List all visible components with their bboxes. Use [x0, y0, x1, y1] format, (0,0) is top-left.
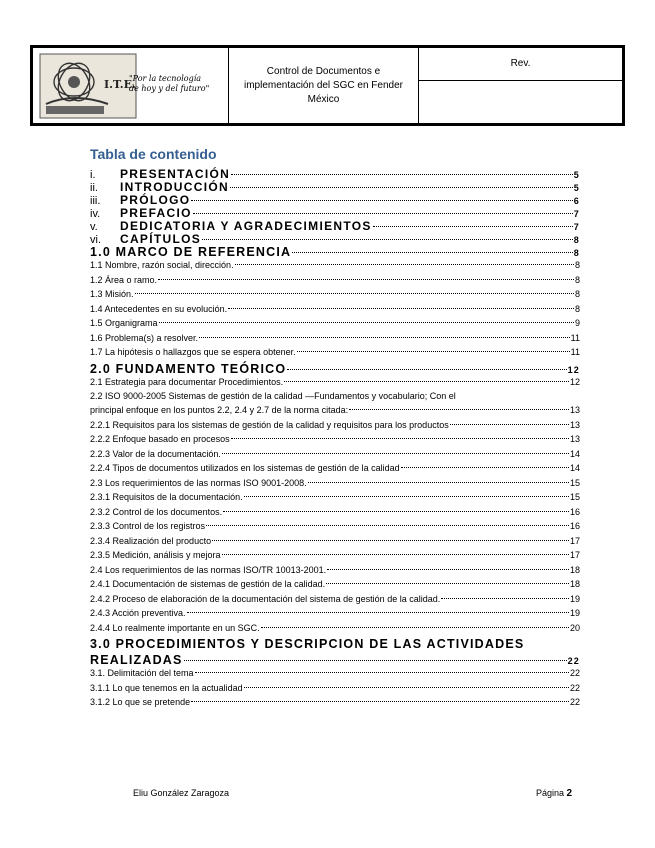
toc-roman-entry[interactable] — [90, 180, 580, 193]
logo-lettering: I.T.E. — [104, 78, 136, 91]
toc-entry-text: 2.2.1 Requisitos para los sistemas de gestión de la calidad y requisitos para los productos — [90, 419, 449, 430]
toc-entry[interactable] — [90, 521, 580, 536]
institution-motto — [129, 74, 209, 94]
revision-label: Rev. — [419, 48, 622, 81]
toc-entry-text: 2.4.4 Lo realmente importante en un SGC. — [90, 622, 260, 633]
dot-leader — [244, 687, 569, 688]
footer-author: Eliu González Zaragoza — [133, 788, 230, 798]
toc-page-number: 22 — [569, 682, 580, 693]
toc-page-number: 16 — [569, 521, 580, 531]
toc-entry-text: 1.5 Organigrama — [90, 318, 158, 328]
toc-roman-entry[interactable] — [90, 193, 580, 206]
toc-page-number: 17 — [569, 535, 580, 546]
toc-page-number: 5 — [573, 183, 580, 193]
toc-heading-section-3-line-2[interactable] — [90, 653, 580, 668]
section-1-entries — [90, 260, 580, 362]
toc-page-number: 22 — [569, 697, 580, 707]
toc-entry-number: i. — [90, 169, 96, 181]
toc-entry-text: DEDICATORIA Y AGRADECIMIENTOS — [120, 219, 372, 233]
toc-page-number: 22 — [567, 656, 580, 666]
toc-entry-text: principal enfoque en los puntos 2.2, 2.4 y 2.7 de la norma citada: — [90, 405, 349, 415]
revision-value — [419, 81, 622, 123]
toc-entry-text: 2.3.5 Medición, análisis y mejora — [90, 550, 221, 560]
toc-entry[interactable] — [90, 449, 580, 464]
toc-page-number: 13 — [569, 419, 580, 430]
footer-page-number: 2 — [566, 788, 573, 799]
toc-entry[interactable] — [90, 347, 580, 362]
dot-leader — [284, 381, 569, 382]
toc-entry[interactable] — [90, 594, 580, 609]
toc-entry-text: 2.4.2 Proceso de elaboración de la documentación del sistema de gestión de la calidad. — [90, 593, 441, 604]
toc-entry-text: 1.7 La hipótesis o hallazgos que se espera obtener. — [90, 347, 296, 357]
toc-page-number: 17 — [569, 550, 580, 560]
toc-entry-number: ii. — [90, 182, 98, 194]
dot-leader — [202, 239, 573, 240]
toc-page-number: 18 — [569, 579, 580, 589]
toc-entry-text: INTRODUCCIÓN — [120, 180, 229, 194]
toc-entry-text: CAPÍTULOS — [120, 232, 202, 246]
dot-leader — [235, 264, 574, 265]
dot-leader — [244, 496, 569, 497]
toc-entry[interactable] — [90, 507, 580, 522]
dot-leader — [327, 569, 569, 570]
toc-entry[interactable] — [90, 463, 580, 478]
toc-page-number: 8 — [573, 235, 580, 245]
toc-entry[interactable] — [90, 668, 580, 683]
toc-page-number: 18 — [569, 564, 580, 575]
toc-heading-section-1[interactable] — [90, 245, 580, 260]
toc-entry-text: 2.2.3 Valor de la documentación. — [90, 448, 221, 459]
toc-entry[interactable] — [90, 579, 580, 594]
toc-entry-wrapped-line-2[interactable] — [90, 405, 580, 420]
toc-page-number: 12 — [567, 364, 580, 375]
toc-heading-text: 1.0 MARCO DE REFERENCIA — [90, 245, 292, 259]
toc-entry-number: v. — [90, 221, 98, 233]
toc-entry-text: 1.6 Problema(s) a resolver. — [90, 332, 199, 343]
toc-entry-number: iii. — [90, 195, 101, 207]
dot-leader — [287, 369, 566, 370]
dot-leader — [230, 187, 573, 188]
toc-entry-text: 2.3.3 Control de los registros — [90, 521, 206, 531]
toc-entry[interactable] — [90, 565, 580, 580]
toc-entry-text: 3.1. Delimitación del tema — [90, 668, 194, 678]
toc-entry[interactable] — [90, 683, 580, 698]
toc-entry[interactable] — [90, 420, 580, 435]
toc-roman-entry[interactable] — [90, 232, 580, 245]
document-header — [30, 45, 625, 126]
toc-roman-entry[interactable] — [90, 219, 580, 232]
footer-page-label: Página — [536, 788, 565, 798]
toc-entry-text: 2.3.1 Requisitos de la documentación. — [90, 492, 243, 502]
toc-entry[interactable] — [90, 536, 580, 551]
dot-leader — [135, 293, 574, 294]
dot-leader — [184, 660, 567, 661]
dot-leader — [158, 279, 574, 280]
toc-entry-wrapped-line-1[interactable]: 2.2 ISO 9000-2005 Sistemas de gestión de la calidad —Fundamentos y vocabulario; Con el — [90, 391, 456, 401]
dot-leader — [159, 322, 574, 323]
toc-entry[interactable] — [90, 333, 580, 348]
dot-leader — [326, 583, 569, 584]
toc-entry[interactable] — [90, 608, 580, 623]
toc-entry-text: 2.2.2 Enfoque basado en procesos — [90, 434, 230, 444]
dot-leader — [199, 337, 570, 338]
dot-leader — [231, 174, 573, 175]
toc-entry-text: 2.4.3 Acción preventiva. — [90, 608, 186, 618]
toc-entry-text: PREFACIO — [120, 206, 192, 220]
toc-entry-text: 2.4.1 Documentación de sistemas de gestión de la calidad. — [90, 579, 326, 589]
toc-page-number: 7 — [573, 222, 580, 232]
toc-entry-number: vi. — [90, 234, 101, 246]
toc-entry-text: 1.4 Antecedentes en su evolución. — [90, 303, 228, 314]
toc-roman-entry[interactable] — [90, 206, 580, 219]
toc-entry-text: PRESENTACIÓN — [120, 167, 231, 181]
toc-page-number: 6 — [573, 196, 580, 206]
dot-leader — [223, 511, 569, 512]
dot-leader — [191, 200, 572, 201]
dot-leader — [212, 540, 569, 541]
toc-entry[interactable] — [90, 304, 580, 319]
toc-entry-text: 1.1 Nombre, razón social, dirección. — [90, 260, 234, 270]
toc-page-number: 14 — [569, 448, 580, 459]
motto-line-2: de hoy y del futuro" — [129, 84, 210, 93]
toc-page-number: 11 — [570, 347, 580, 357]
toc-entry-text: 1.3 Misión. — [90, 289, 134, 299]
toc-page-number: 7 — [573, 209, 580, 219]
toc-page-number: 19 — [569, 593, 580, 604]
document-title: Control de Documentos e implementación del SGC en Fender México — [229, 48, 419, 123]
dot-leader — [441, 598, 569, 599]
revision-cell — [419, 48, 622, 123]
toc-entry-text: 2.3.2 Control de los documentos. — [90, 506, 223, 517]
dot-leader — [297, 351, 570, 352]
toc-entry[interactable] — [90, 275, 580, 290]
toc-entry-text: 3.1.2 Lo que se pretende — [90, 697, 191, 707]
dot-leader — [222, 453, 569, 454]
dot-leader — [292, 252, 573, 253]
toc-page-number: 13 — [569, 434, 580, 444]
toc-entry[interactable] — [90, 550, 580, 565]
toc-entry[interactable] — [90, 289, 580, 304]
toc-page-number: 20 — [569, 622, 580, 633]
institution-logo — [38, 52, 138, 120]
toc-heading-text: 2.0 FUNDAMENTO TEÓRICO — [90, 361, 287, 376]
toc-page-number: 8 — [574, 260, 580, 270]
dot-leader — [373, 226, 573, 227]
toc-page-number: 9 — [574, 318, 580, 328]
toc-page-number: 15 — [569, 477, 580, 488]
dot-leader — [450, 424, 569, 425]
table-of-contents — [90, 167, 580, 712]
dot-leader — [401, 467, 569, 468]
dot-leader — [187, 612, 569, 613]
toc-page-number: 22 — [569, 668, 580, 678]
toc-entry-text: 2.3.4 Realización del producto — [90, 535, 212, 546]
section-3-entries — [90, 668, 580, 712]
toc-entry-text: 2.4 Los requerimientos de las normas ISO/TR 10013-2001. — [90, 564, 327, 575]
dot-leader — [191, 701, 569, 702]
toc-page-number: 13 — [569, 405, 580, 415]
dot-leader — [195, 672, 569, 673]
toc-entry[interactable] — [90, 434, 580, 449]
dot-leader — [349, 409, 569, 410]
toc-page-number: 8 — [574, 289, 580, 299]
toc-entry[interactable] — [90, 318, 580, 333]
header-logo-cell — [33, 48, 229, 123]
toc-title: Tabla de contenido — [90, 146, 217, 162]
toc-entry[interactable] — [90, 478, 580, 493]
toc-heading-section-3-line-1[interactable]: 3.0 PROCEDIMIENTOS Y DESCRIPCION DE LAS ACTIVIDADES — [90, 637, 525, 651]
dot-leader — [206, 525, 569, 526]
toc-page-number: 14 — [569, 463, 580, 473]
toc-entry-text: 3.1.1 Lo que tenemos en la actualidad — [90, 682, 243, 693]
section-2-entries — [90, 420, 580, 638]
motto-line-1: "Por la tecnología — [129, 74, 202, 83]
toc-page-number: 5 — [573, 170, 580, 180]
toc-page-number: 8 — [574, 303, 580, 314]
toc-heading-section-2[interactable] — [90, 362, 580, 377]
toc-page-number: 11 — [570, 332, 580, 343]
toc-entry[interactable] — [90, 697, 580, 712]
toc-heading-text: REALIZADAS — [90, 653, 183, 667]
toc-entry-text: 2.3 Los requerimientos de las normas ISO 9001-2008. — [90, 477, 307, 488]
dot-leader — [308, 482, 569, 483]
toc-entry[interactable] — [90, 623, 580, 638]
toc-entry-number: iv. — [90, 208, 101, 220]
dot-leader — [222, 554, 569, 555]
toc-entry[interactable] — [90, 377, 580, 392]
dot-leader — [261, 627, 569, 628]
toc-entry[interactable] — [90, 260, 580, 275]
toc-page-number: 8 — [573, 248, 580, 258]
toc-entry-text: 2.1 Estrategia para documentar Procedimientos. — [90, 376, 284, 387]
toc-entry-text: 1.2 Área o ramo. — [90, 274, 158, 285]
toc-entry-text: PRÓLOGO — [120, 193, 191, 207]
toc-entry-text: 2.2.4 Tipos de documentos utilizados en los sistemas de gestión de la calidad — [90, 463, 400, 473]
dot-leader — [231, 438, 569, 439]
roman-entries — [90, 167, 580, 245]
toc-page-number: 15 — [569, 492, 580, 502]
toc-page-number: 16 — [569, 506, 580, 517]
footer-page — [536, 788, 572, 799]
toc-entry[interactable] — [90, 492, 580, 507]
toc-page-number: 19 — [569, 608, 580, 618]
toc-page-number: 8 — [574, 274, 580, 285]
dot-leader — [228, 308, 574, 309]
dot-leader — [193, 213, 573, 214]
toc-roman-entry[interactable] — [90, 167, 580, 180]
toc-page-number: 12 — [569, 376, 580, 387]
